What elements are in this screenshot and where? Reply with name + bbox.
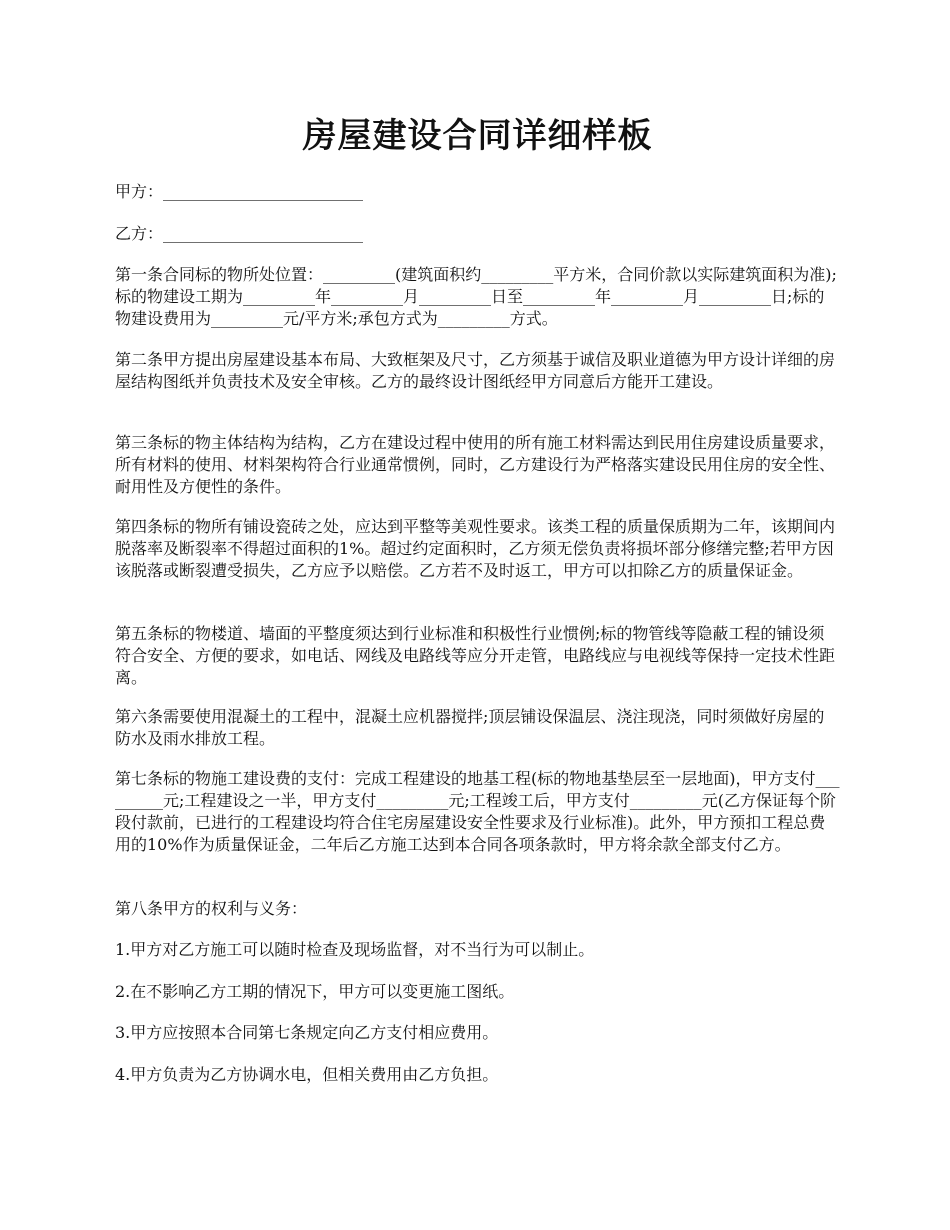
article-3: 第三条标的物主体结构为结构，乙方在建设过程中使用的所有施工材料需达到民用住房建设质量要求，所有材料的使用、材料架构符合行业通常惯例，同时，乙方建设行为严格落实建设民用住房的安全性、耐用性及方便性的条件。 [115, 433, 836, 496]
article-4: 第四条标的物所有铺设瓷砖之处，应达到平整等美观性要求。该类工程的质量保质期为二年，该期间内脱落率及断裂率不得超过面积的1%。超过约定面积时，乙方须无偿负责将损坏部分修缮完整;若甲方因该脱落或断裂遭受损失，乙方应予以赔偿。乙方若不及时返工，甲方可以扣除乙方的质量保证金。 [115, 517, 836, 580]
article-6: 第六条需要使用混凝土的工程中，混凝土应机器搅拌;顶层铺设保温层、浇注现浇，同时须做好房屋的防水及雨水排放工程。 [115, 707, 825, 748]
article-8-item-4: 4.甲方负责为乙方协调水电，但相关费用由乙方负担。 [115, 1065, 499, 1084]
article-5: 第五条标的物楼道、墙面的平整度须达到行业标准和积极性行业惯例;标的物管线等隐蔽工程的铺设须符合安全、方便的要求，如电话、网线及电路线等应分开走管，电路线应与电视线等保持一定技术性距离。 [115, 624, 836, 687]
article-8-item-3: 3.甲方应按照本合同第七条规定向乙方支付相应费用。 [115, 1023, 499, 1042]
article-8-item-2: 2.在不影响乙方工期的情况下，甲方可以变更施工图纸。 [115, 982, 515, 1001]
article-8-heading: 第八条甲方的权利与义务： [115, 899, 308, 918]
article-8-item-1: 1.甲方对乙方施工可以随时检查及现场监督，对不当行为可以制止。 [115, 940, 595, 959]
article-1: 第一条合同标的物所处位置：_________(建筑面积约_________平方米，合同价款以实际建筑面积为准);标的物建设工期为_________年_________月_________日至_________年_________月_________日;标的物建设费用为_________元/平方米;承包方式为_________方式。 [115, 265, 837, 328]
article-7: 第七条标的物施工建设费的支付：完成工程建设的地基工程(标的物地基垫层至一层地面)，甲方支付_________元;工程建设之一半，甲方支付_________元;工程竣工后，甲方支付_________元(乙方保证每个阶段付款前，已进行的工程建设均符合住宅房屋建设安全性要求及行业标准)。此外，甲方预扣工程总费用的10%作为质量保证金，二年后乙方施工达到本合同各项条款时，甲方将余款全部支付乙方。 [115, 769, 840, 854]
party-b-line: 乙方：_________________________ [115, 224, 364, 243]
article-2: 第二条甲方提出房屋建设基本布局、大致框架及尺寸，乙方须基于诚信及职业道德为甲方设计详细的房屋结构图纸并负责技术及安全审核。乙方的最终设计图纸经甲方同意后方能开工建设。 [115, 350, 836, 391]
party-a-line: 甲方：_________________________ [115, 182, 364, 201]
document-title: 房屋建设合同详细样板 [302, 116, 653, 156]
